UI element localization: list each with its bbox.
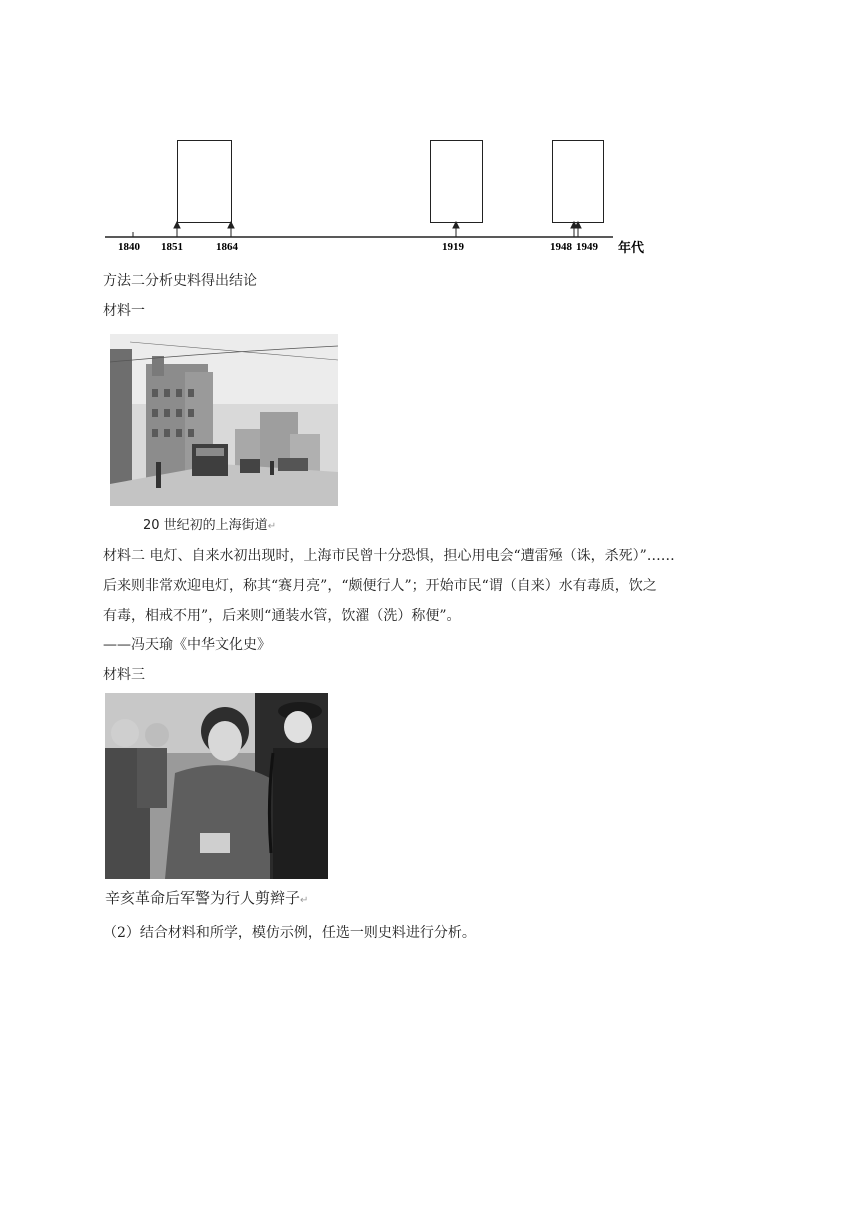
arrow-1948 [571, 222, 577, 237]
arrow-1851 [174, 222, 180, 237]
arrow-1919 [453, 222, 459, 237]
method-title: 方法二分析史料得出结论 [103, 273, 257, 289]
material1-caption-text: 20 世纪初的上海街道 [143, 518, 268, 533]
year-label: 1948 [550, 241, 572, 253]
material2-line: 有毒，相戒不用”，后来则“通装水管，饮濯（洗）称便”。 [103, 608, 461, 624]
timeline-diagram [100, 135, 660, 260]
material2-source: ——冯天瑜《中华文化史》 [103, 637, 271, 653]
material1-label: 材料一 [103, 303, 145, 319]
shanghai-street-photo [110, 334, 338, 506]
answer-box-1851-1864[interactable] [178, 141, 232, 223]
arrow-1949 [575, 222, 581, 237]
year-label: 1864 [216, 241, 238, 253]
year-label: 1840 [118, 241, 140, 253]
answer-box-1948-1949[interactable] [553, 141, 604, 223]
year-label: 1949 [576, 241, 598, 253]
axis-label: 年代 [618, 240, 645, 255]
material3-label: 材料三 [103, 667, 145, 683]
material3-caption: 辛亥革命后军警为行人剪辫子↵ [105, 889, 309, 907]
material2-line: 后来则非常欢迎电灯，称其“赛月亮”，“颇便行人”；开始市民“谓（自来）水有毒质，饮之 [103, 578, 657, 594]
year-label: 1851 [161, 241, 183, 253]
question-2: （2）结合材料和所学，模仿示例，任选一则史料进行分析。 [103, 925, 476, 941]
queue-cutting-photo [105, 693, 328, 879]
answer-box-1919[interactable] [431, 141, 483, 223]
year-label: 1919 [442, 241, 464, 253]
material2-line: 材料二 电灯、自来水初出现时，上海市民曾十分恐惧，担心用电会“遭雷殛（诛，杀死）”…… [103, 548, 675, 564]
material3-caption-text: 辛亥革命后军警为行人剪辫子 [105, 889, 301, 907]
arrow-1864 [228, 222, 234, 237]
material1-caption: 20 世纪初的上海街道↵ [143, 518, 277, 533]
